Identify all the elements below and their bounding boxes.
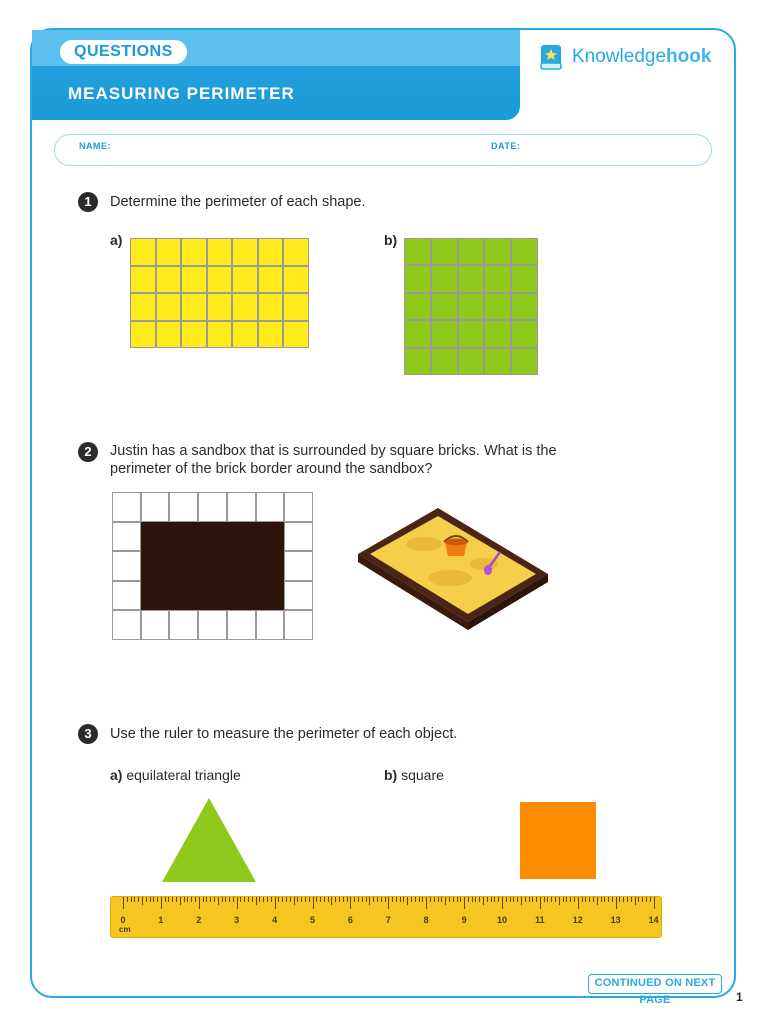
- ruler-tick: [392, 897, 393, 902]
- ruler-tick: [445, 897, 446, 905]
- grid-cell: [169, 551, 198, 581]
- ruler-tick: [627, 897, 628, 902]
- ruler-tick: [157, 897, 158, 902]
- continued-next-page-label: CONTINUED ON NEXT PAGE: [588, 974, 722, 994]
- grid-cell: [256, 522, 285, 552]
- ruler-tick: [282, 897, 283, 902]
- ruler-tick: [559, 897, 560, 905]
- grid-cell: [181, 293, 207, 321]
- grid-cell: [141, 581, 170, 611]
- grid-cell: [141, 522, 170, 552]
- ruler-tick: [305, 897, 306, 902]
- ruler-tick: [168, 897, 169, 902]
- ruler-tick: [635, 897, 636, 905]
- grid-cell: [458, 238, 485, 265]
- grid-cell: [207, 321, 233, 349]
- ruler-unit-label: cm: [119, 925, 131, 934]
- q3-part-a-name: equilateral triangle: [126, 767, 241, 783]
- grid-cell: [232, 238, 258, 266]
- ruler-tick: [263, 897, 264, 902]
- ruler-number: 3: [234, 915, 240, 925]
- name-date-field[interactable]: [54, 134, 712, 166]
- grid-cell: [232, 266, 258, 294]
- ruler-tick: [335, 897, 336, 902]
- grid-cell: [227, 551, 256, 581]
- ruler-tick: [203, 897, 204, 902]
- ruler-tick: [529, 897, 530, 902]
- grid-cell: [207, 238, 233, 266]
- ruler-tick: [343, 897, 344, 902]
- ruler-tick: [502, 897, 503, 909]
- grid-cell: [484, 238, 511, 265]
- ruler-tick: [396, 897, 397, 902]
- ruler-number: 7: [385, 915, 391, 925]
- ruler-number: 13: [610, 915, 621, 925]
- ruler-tick: [362, 897, 363, 902]
- grid-cell: [511, 320, 538, 347]
- ruler-tick: [582, 897, 583, 902]
- ruler-tick: [366, 897, 367, 902]
- ruler-tick: [532, 897, 533, 902]
- ruler-tick: [551, 897, 552, 902]
- ruler-tick: [494, 897, 495, 902]
- grid-cell: [156, 266, 182, 294]
- ruler-tick: [240, 897, 241, 902]
- grid-cell: [284, 492, 313, 522]
- ruler-tick: [479, 897, 480, 902]
- question-1-text: Determine the perimeter of each shape.: [110, 194, 366, 210]
- ruler-number: 0: [120, 915, 126, 925]
- ruler-tick: [468, 897, 469, 902]
- ruler-tick: [616, 897, 617, 909]
- ruler-tick: [426, 897, 427, 909]
- q3-part-b-name: square: [401, 767, 444, 783]
- ruler-tick: [271, 897, 272, 902]
- grid-cell: [112, 492, 141, 522]
- ruler-tick: [172, 897, 173, 902]
- grid-cell: [404, 265, 431, 292]
- grid-cell: [258, 266, 284, 294]
- ruler-tick: [339, 897, 340, 902]
- ruler-tick: [214, 897, 215, 902]
- ruler-tick: [536, 897, 537, 902]
- grid-cell: [458, 320, 485, 347]
- grid-cell: [130, 321, 156, 349]
- ruler-tick: [358, 897, 359, 902]
- grid-cell: [484, 320, 511, 347]
- question-3-text: Use the ruler to measure the perimeter of each object.: [110, 726, 458, 742]
- ruler-tick: [407, 897, 408, 905]
- grid-cell: [284, 522, 313, 552]
- ruler-tick: [324, 897, 325, 902]
- ruler-tick: [472, 897, 473, 902]
- grid-cell: [404, 348, 431, 375]
- ruler-tick: [138, 897, 139, 902]
- grid-cell: [198, 610, 227, 640]
- ruler-tick: [237, 897, 238, 909]
- ruler-tick: [430, 897, 431, 902]
- ruler-tick: [547, 897, 548, 902]
- ruler-tick: [252, 897, 253, 902]
- book-icon: [540, 44, 564, 70]
- grid-cell: [198, 522, 227, 552]
- grid-cell: [284, 581, 313, 611]
- ruler-tick: [604, 897, 605, 902]
- grid-cell: [169, 581, 198, 611]
- q3-part-b-label: b) square: [384, 767, 444, 783]
- ruler-tick: [638, 897, 639, 902]
- ruler-tick: [286, 897, 287, 902]
- grid-cell: [431, 293, 458, 320]
- ruler-tick: [434, 897, 435, 902]
- grid-cell: [156, 321, 182, 349]
- grid-cell: [256, 581, 285, 611]
- question-2-number: 2: [78, 442, 98, 462]
- ruler-tick: [244, 897, 245, 902]
- ruler-tick: [354, 897, 355, 902]
- logo-text: [572, 46, 711, 68]
- ruler-tick: [146, 897, 147, 902]
- ruler-tick: [415, 897, 416, 902]
- grid-cell: [227, 610, 256, 640]
- ruler-tick: [563, 897, 564, 902]
- ruler-tick: [441, 897, 442, 902]
- question-3-number: 3: [78, 724, 98, 744]
- ruler-tick: [199, 897, 200, 909]
- ruler-tick: [388, 897, 389, 909]
- centimeter-ruler: [110, 896, 662, 938]
- ruler-tick: [290, 897, 291, 902]
- ruler-tick: [400, 897, 401, 902]
- ruler-tick: [525, 897, 526, 902]
- ruler-tick: [475, 897, 476, 902]
- grid-cell: [283, 266, 309, 294]
- ruler-number: 12: [572, 915, 583, 925]
- ruler-tick: [153, 897, 154, 902]
- ruler-tick: [623, 897, 624, 902]
- ruler-number: 8: [423, 915, 429, 925]
- ruler-number: 14: [648, 915, 659, 925]
- ruler-tick: [574, 897, 575, 902]
- ruler-tick: [195, 897, 196, 902]
- grid-cell: [283, 293, 309, 321]
- grid-cell: [130, 238, 156, 266]
- question-2-text-line-1: Justin has a sandbox that is surrounded by square bricks. What is the: [110, 443, 557, 459]
- ruler-tick: [419, 897, 420, 902]
- ruler-tick: [422, 897, 423, 902]
- grid-cell: [181, 321, 207, 349]
- ruler-tick: [570, 897, 571, 902]
- worksheet-frame: [30, 28, 736, 1006]
- ruler-tick: [403, 897, 404, 902]
- ruler-tick: [316, 897, 317, 902]
- grid-cell: [141, 551, 170, 581]
- q1-part-b-label: b): [384, 232, 398, 248]
- ruler-tick: [555, 897, 556, 902]
- grid-cell: [484, 265, 511, 292]
- ruler-tick: [191, 897, 192, 902]
- ruler-tick: [544, 897, 545, 902]
- ruler-tick: [259, 897, 260, 902]
- ruler-tick: [650, 897, 651, 902]
- logo-brand-suffix: hook: [666, 46, 712, 67]
- ruler-tick: [411, 897, 412, 902]
- ruler-tick: [369, 897, 370, 905]
- ruler-tick: [385, 897, 386, 902]
- grid-cell: [169, 492, 198, 522]
- page-number: 1: [736, 990, 743, 1004]
- ruler-tick: [206, 897, 207, 902]
- grid-cell: [112, 551, 141, 581]
- ruler-tick: [150, 897, 151, 902]
- ruler-tick: [631, 897, 632, 902]
- grid-cell: [112, 581, 141, 611]
- ruler-tick: [612, 897, 613, 902]
- grid-cell: [198, 581, 227, 611]
- ruler-tick: [506, 897, 507, 902]
- ruler-tick: [449, 897, 450, 902]
- grid-cell: [256, 610, 285, 640]
- ruler-tick: [187, 897, 188, 902]
- grid-cell: [198, 551, 227, 581]
- grid-cell: [404, 293, 431, 320]
- ruler-tick: [294, 897, 295, 905]
- grid-cell: [181, 266, 207, 294]
- ruler-tick: [498, 897, 499, 902]
- ruler-tick: [134, 897, 135, 902]
- ruler-tick: [210, 897, 211, 902]
- header-band: [32, 30, 520, 120]
- ruler-tick: [593, 897, 594, 902]
- ruler-tick: [381, 897, 382, 902]
- grid-cell: [283, 321, 309, 349]
- ruler-tick: [646, 897, 647, 902]
- ruler-tick: [589, 897, 590, 902]
- ruler-number: 1: [158, 915, 164, 925]
- ruler-tick: [377, 897, 378, 902]
- ruler-tick: [248, 897, 249, 902]
- grid-cell: [404, 238, 431, 265]
- ruler-tick: [453, 897, 454, 902]
- ruler-tick: [127, 897, 128, 902]
- ruler-tick: [233, 897, 234, 902]
- ruler-tick: [578, 897, 579, 909]
- ruler-tick: [566, 897, 567, 902]
- ruler-tick: [619, 897, 620, 902]
- equilateral-triangle-shape: [162, 798, 256, 886]
- ruler-tick: [165, 897, 166, 902]
- ruler-tick: [222, 897, 223, 902]
- ruler-tick: [608, 897, 609, 902]
- ruler-tick: [510, 897, 511, 902]
- ruler-tick: [256, 897, 257, 905]
- ruler-tick: [184, 897, 185, 902]
- grid-cell: [431, 265, 458, 292]
- questions-tag: QUESTIONS: [60, 40, 187, 64]
- grid-cell: [141, 492, 170, 522]
- grid-cell: [232, 293, 258, 321]
- grid-cell: [156, 238, 182, 266]
- question-2-text: [110, 442, 557, 478]
- grid-cell: [458, 293, 485, 320]
- ruler-tick: [176, 897, 177, 902]
- name-label: NAME:: [79, 141, 111, 151]
- grid-cell: [169, 522, 198, 552]
- ruler-tick: [313, 897, 314, 909]
- grid-cell: [256, 551, 285, 581]
- question-1-number: 1: [78, 192, 98, 212]
- ruler-number: 5: [309, 915, 316, 925]
- grid-cell: [511, 265, 538, 292]
- grid-cell: [112, 610, 141, 640]
- grid-cell: [511, 238, 538, 265]
- grid-cell: [404, 320, 431, 347]
- ruler-tick: [438, 897, 439, 902]
- grid-cell: [130, 293, 156, 321]
- ruler-tick: [267, 897, 268, 902]
- ruler-number: 11: [535, 915, 545, 925]
- grid-cell: [484, 293, 511, 320]
- ruler-tick: [585, 897, 586, 902]
- ruler-tick: [123, 897, 124, 909]
- q1-shape-a-grid: [130, 238, 309, 348]
- q1-part-a-label: a): [110, 232, 123, 248]
- q1-shape-b-grid: [404, 238, 538, 375]
- ruler-tick: [331, 897, 332, 905]
- ruler-tick: [301, 897, 302, 902]
- question-2-text-line-2: perimeter of the brick border around the sandbox?: [110, 461, 433, 477]
- grid-cell: [232, 321, 258, 349]
- ruler-tick: [483, 897, 484, 905]
- ruler-tick: [131, 897, 132, 902]
- grid-cell: [130, 266, 156, 294]
- grid-cell: [198, 492, 227, 522]
- ruler-tick: [521, 897, 522, 905]
- ruler-tick: [457, 897, 458, 902]
- ruler-tick: [540, 897, 541, 909]
- grid-cell: [511, 348, 538, 375]
- square-shape: [520, 802, 596, 879]
- ruler-tick: [309, 897, 310, 902]
- ruler-tick: [328, 897, 329, 902]
- ruler-tick: [161, 897, 162, 909]
- sandbox-illustration: [354, 500, 550, 630]
- ruler-tick: [654, 897, 655, 909]
- knowledgehook-logo: [540, 42, 711, 72]
- grid-cell: [511, 293, 538, 320]
- grid-cell: [169, 610, 198, 640]
- ruler-tick: [350, 897, 351, 909]
- ruler-tick: [597, 897, 598, 905]
- ruler-number: 9: [461, 915, 467, 925]
- ruler-number: 10: [496, 915, 508, 925]
- ruler-tick: [460, 897, 461, 902]
- logo-brand: Knowledge: [572, 46, 667, 67]
- ruler-tick: [601, 897, 602, 902]
- grid-cell: [484, 348, 511, 375]
- ruler-tick: [180, 897, 181, 905]
- grid-cell: [283, 238, 309, 266]
- ruler-tick: [347, 897, 348, 902]
- ruler-tick: [642, 897, 643, 902]
- ruler-tick: [487, 897, 488, 902]
- grid-cell: [284, 551, 313, 581]
- ruler-tick: [218, 897, 219, 905]
- grid-cell: [141, 610, 170, 640]
- grid-cell: [227, 492, 256, 522]
- ruler-tick: [513, 897, 514, 902]
- ruler-tick: [229, 897, 230, 902]
- ruler-tick: [275, 897, 276, 909]
- ruler-number: 2: [196, 915, 202, 925]
- grid-cell: [112, 522, 141, 552]
- grid-cell: [258, 293, 284, 321]
- grid-cell: [431, 320, 458, 347]
- ruler-tick: [297, 897, 298, 902]
- ruler-tick: [517, 897, 518, 902]
- ruler-tick: [278, 897, 279, 902]
- grid-cell: [256, 492, 285, 522]
- q3-part-a-label: a) equilateral triangle: [110, 767, 241, 783]
- grid-cell: [258, 321, 284, 349]
- ruler-tick: [225, 897, 226, 902]
- date-label: DATE:: [491, 141, 521, 151]
- grid-cell: [284, 610, 313, 640]
- grid-cell: [227, 581, 256, 611]
- grid-cell: [181, 238, 207, 266]
- grid-cell: [207, 266, 233, 294]
- grid-cell: [431, 348, 458, 375]
- grid-cell: [431, 238, 458, 265]
- grid-cell: [156, 293, 182, 321]
- ruler-tick: [142, 897, 143, 905]
- ruler-tick: [464, 897, 465, 909]
- grid-cell: [227, 522, 256, 552]
- grid-cell: [458, 348, 485, 375]
- page-title: MEASURING PERIMETER: [68, 84, 295, 103]
- brick-border-grid: [112, 492, 313, 640]
- ruler-number: 6: [347, 915, 353, 925]
- grid-cell: [258, 238, 284, 266]
- grid-cell: [458, 265, 485, 292]
- ruler-tick: [320, 897, 321, 902]
- grid-cell: [207, 293, 233, 321]
- ruler-tick: [373, 897, 374, 902]
- ruler-number: 4: [272, 915, 278, 925]
- ruler-tick: [491, 897, 492, 902]
